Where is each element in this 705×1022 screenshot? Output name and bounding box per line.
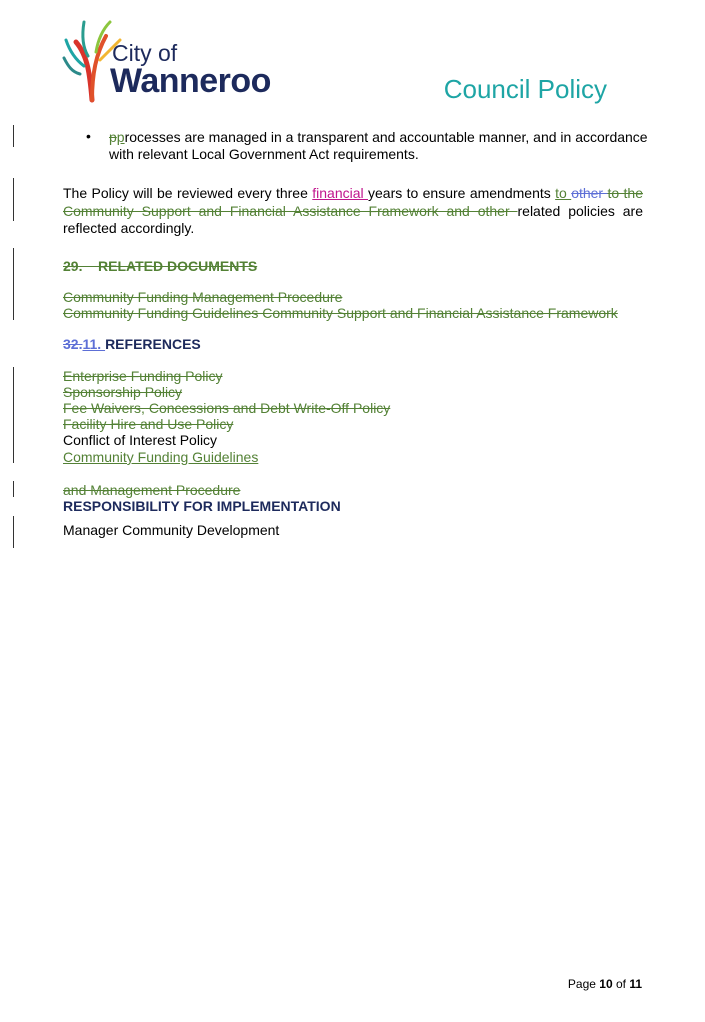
reference-item: Sponsorship Policy <box>63 384 183 400</box>
bullet-line-2: with relevant Local Government Act requirements. <box>109 146 419 162</box>
review-paragraph <box>63 185 643 238</box>
page-separator: of <box>612 977 630 991</box>
tracked-deletion: other <box>571 185 608 201</box>
bullet-text: rocesses are managed in a transparent and accountable manner, and in accordance <box>124 129 648 145</box>
tracked-deletion: to the Community Support and Financial Assistance Framework and other <box>63 185 643 219</box>
change-bar <box>13 481 14 497</box>
logo-text-city-of: City of <box>112 40 178 66</box>
page-label: Page <box>567 977 600 991</box>
change-bar <box>13 125 14 147</box>
bullet-line-1 <box>109 129 648 145</box>
page-number <box>568 977 642 991</box>
reference-item: Community Funding Guidelines <box>63 449 259 465</box>
responsibility-heading: RESPONSIBILITY FOR IMPLEMENTATION <box>63 498 341 514</box>
tracked-insertion: to <box>555 185 572 201</box>
review-text: related policies are reflected accordingly. <box>63 202 644 236</box>
tracked-deletion: 32. <box>63 336 83 352</box>
change-bar <box>13 367 14 463</box>
city-of-wanneroo-logo <box>62 16 294 104</box>
related-document-item: Community Funding Guidelines Community Support and Financial Assistance Framework <box>63 305 618 321</box>
tracked-insertion: p <box>116 129 125 145</box>
change-bar <box>13 248 14 320</box>
review-text: years to ensure amendments <box>368 185 556 201</box>
reference-item: Conflict of Interest Policy <box>63 432 218 448</box>
related-document-item: Community Funding Management Procedure <box>63 289 343 305</box>
total-pages: 11 <box>629 977 642 991</box>
tracked-insertion: 11. <box>82 336 106 352</box>
reference-item: Facility Hire and Use Policy <box>63 416 234 432</box>
references-heading <box>63 336 201 352</box>
reference-item: Enterprise Funding Policy <box>63 368 223 384</box>
responsibility-value: Manager Community Development <box>63 522 280 538</box>
change-bar <box>13 516 14 548</box>
reference-item: and Management Procedure <box>63 482 241 498</box>
reference-item: Fee Waivers, Concessions and Debt Write-Off Policy <box>63 400 391 416</box>
current-page: 10 <box>599 977 613 991</box>
page-title: Council Policy <box>443 74 607 104</box>
tracked-insertion: financial <box>312 185 368 201</box>
bullet-marker: • <box>86 128 91 144</box>
change-bar <box>13 178 14 221</box>
tracked-deletion: p <box>109 129 117 145</box>
logo-text-wanneroo: Wanneroo <box>110 62 271 100</box>
section-heading: REFERENCES <box>105 336 201 352</box>
related-documents-heading: 29. RELATED DOCUMENTS <box>63 258 258 274</box>
review-text: The Policy will be reviewed every three <box>63 185 313 201</box>
